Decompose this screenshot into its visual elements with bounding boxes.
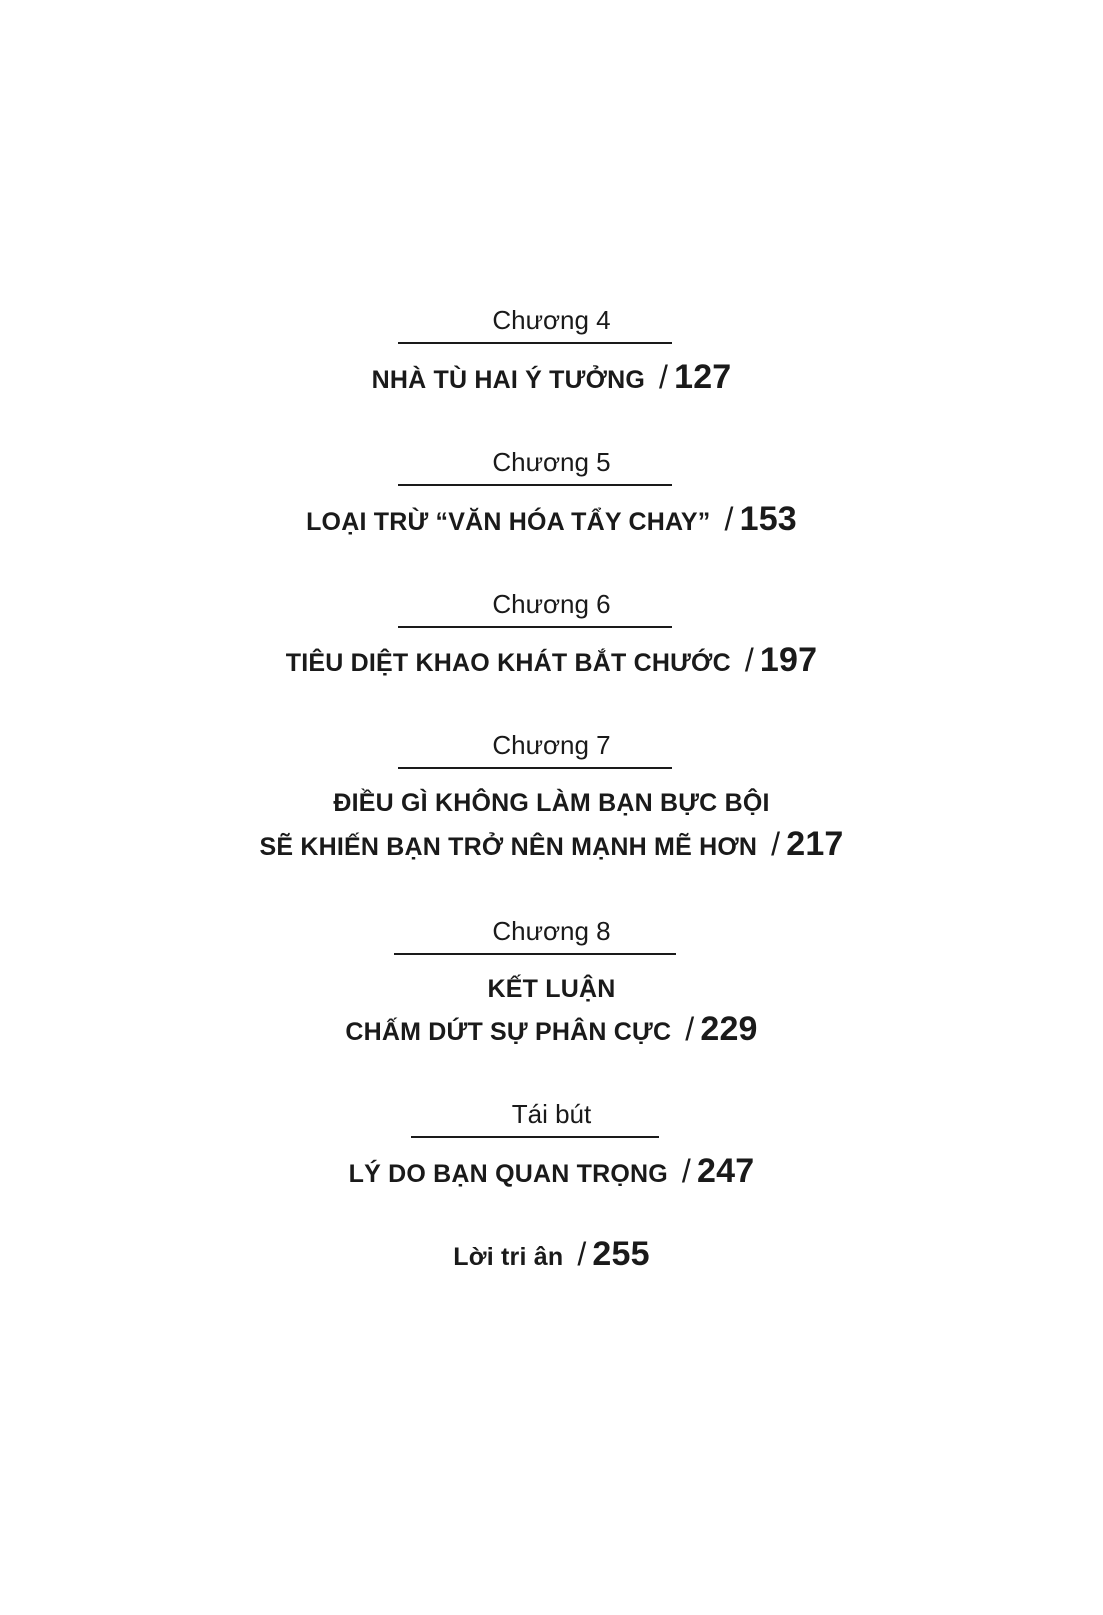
chapter-title-text: Lời tri ân <box>453 1243 564 1271</box>
separator: / <box>771 826 781 862</box>
chapter-label: Chương 7 <box>492 730 611 760</box>
chapter-label: Chương 4 <box>492 305 611 335</box>
chapter-title-text: CHẤM DỨT SỰ PHÂN CỰC <box>345 1018 672 1046</box>
separator: / <box>685 1011 695 1047</box>
chapter-title <box>0 1010 1103 1048</box>
chapter-title-text: SẼ KHIẾN BẠN TRỞ NÊN MẠNH MẼ HƠN <box>259 833 758 861</box>
chapter-title-line: ĐIỀU GÌ KHÔNG LÀM BẠN BỰC BỘI <box>333 789 770 817</box>
divider <box>411 1136 659 1138</box>
chapter-label: Tái bút <box>511 1099 592 1129</box>
chapter-title-text: NHÀ TÙ HAI Ý TƯỞNG <box>371 366 645 394</box>
chapter-title-text: LÝ DO BẠN QUAN TRỌNG <box>348 1160 668 1188</box>
separator: / <box>681 1153 692 1189</box>
chapter-title <box>0 641 1103 679</box>
separator: / <box>659 359 669 395</box>
separator: / <box>724 501 734 537</box>
separator: / <box>744 642 754 678</box>
chapter-title-text: LOẠI TRỪ “VĂN HÓA TẨY CHAY” <box>306 508 711 536</box>
divider <box>398 626 672 628</box>
divider <box>398 342 672 344</box>
chapter-title <box>0 1152 1103 1190</box>
divider <box>398 767 672 769</box>
divider <box>398 484 672 486</box>
chapter-label: Chương 8 <box>492 916 611 946</box>
page-number: 153 <box>739 500 797 538</box>
chapter-title <box>0 825 1103 863</box>
page-number: 247 <box>697 1152 755 1190</box>
divider <box>394 953 676 955</box>
page-number: 217 <box>786 825 844 863</box>
acknowledgements-entry <box>0 1235 1103 1273</box>
chapter-title <box>0 500 1103 538</box>
page-number: 229 <box>700 1010 758 1048</box>
chapter-title-line: KẾT LUẬN <box>487 975 616 1003</box>
chapter-label: Chương 6 <box>492 589 611 619</box>
chapter-label: Chương 5 <box>492 447 611 477</box>
chapter-title <box>0 358 1103 396</box>
page-number: 197 <box>759 641 818 679</box>
page-number: 255 <box>592 1235 650 1273</box>
separator: / <box>577 1236 587 1272</box>
chapter-title-text: TIÊU DIỆT KHAO KHÁT BẮT CHƯỚC <box>285 649 731 677</box>
page-number: 127 <box>674 358 732 396</box>
